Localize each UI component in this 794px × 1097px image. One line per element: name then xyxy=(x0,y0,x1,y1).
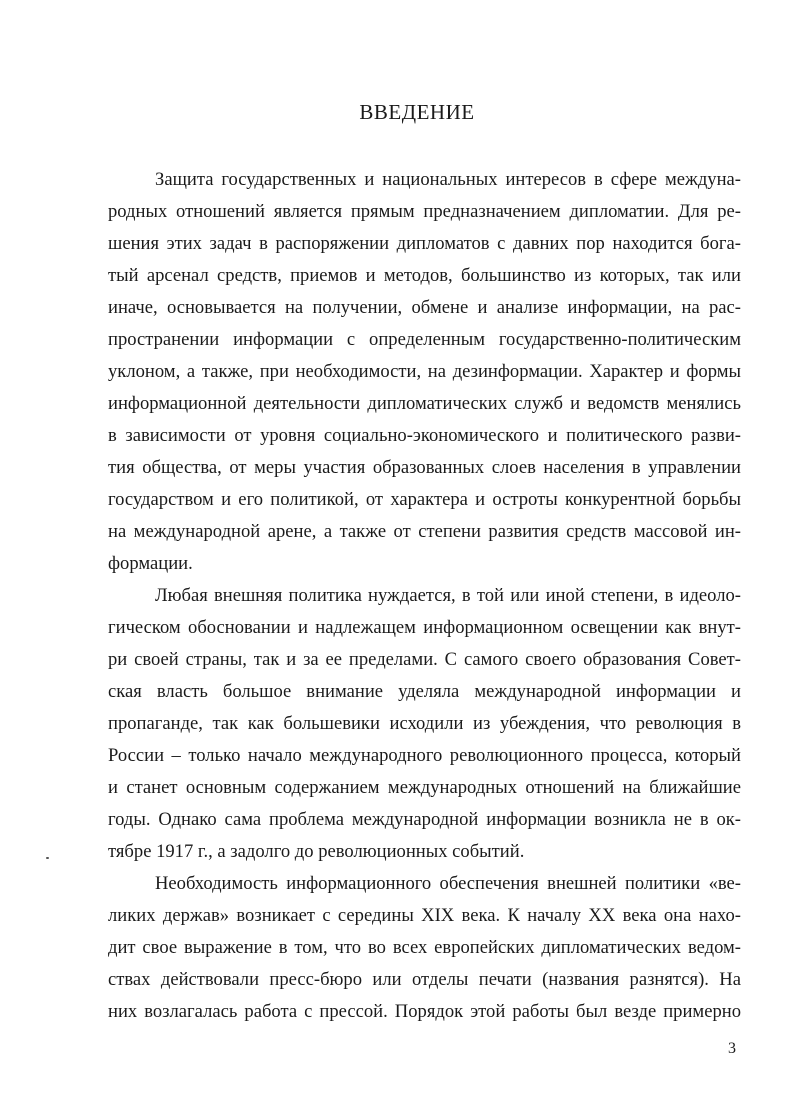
text-line: пространении информации с определенным государственно-политическим xyxy=(108,329,741,350)
text-line: ликих держав» возникает с середины XIX века. К началу XX века она нахо- xyxy=(108,905,741,926)
text-line: ская власть большое внимание уделяла международной информации и xyxy=(108,681,741,702)
text-line: дит свое выражение в том, что во всех европейских дипломатических ведом- xyxy=(108,937,741,958)
text-line: тия общества, от меры участия образованных слоев населения в управлении xyxy=(108,457,741,478)
text-line: информационной деятельности дипломатических служб и ведомств менялись xyxy=(108,393,741,414)
text-line: России – только начало международного революционного процесса, который xyxy=(108,745,741,766)
text-line: Любая внешняя политика нуждается, в той или иной степени, в идеоло- xyxy=(155,585,741,606)
text-line: тый арсенал средств, приемов и методов, большинство из которых, так или xyxy=(108,265,741,286)
text-line: Необходимость информационного обеспечения внешней политики «ве- xyxy=(155,873,741,894)
text-line: на международной арене, а также от степени развития средств массовой ин- xyxy=(108,521,741,542)
text-line: родных отношений является прямым предназначением дипломатии. Для ре- xyxy=(108,201,741,222)
text-line: и станет основным содержанием международных отношений на ближайшие xyxy=(108,777,741,798)
scan-speck xyxy=(46,857,49,859)
text-line: них возлагалась работа с прессой. Порядок этой работы был везде примерно xyxy=(108,1001,741,1022)
text-line: государством и его политикой, от характера и остроты конкурентной борьбы xyxy=(108,489,741,510)
text-line: гическом обосновании и надлежащем информационном освещении как внут- xyxy=(108,617,741,638)
text-line: Защита государственных и национальных интересов в сфере междуна- xyxy=(155,169,741,190)
text-line: в зависимости от уровня социально-экономического и политического разви- xyxy=(108,425,741,446)
text-line: тябре 1917 г., а задолго до революционных событий. xyxy=(108,841,525,862)
text-line: пропаганде, так как большевики исходили из убеждения, что революция в xyxy=(108,713,741,734)
text-line: годы. Однако сама проблема международной информации возникла не в ок- xyxy=(108,809,741,830)
page-number: 3 xyxy=(728,1040,736,1057)
text-line: ствах действовали пресс-бюро или отделы печати (названия разнятся). На xyxy=(108,969,741,990)
text-line: ри своей страны, так и за ее пределами. С самого своего образования Совет- xyxy=(108,649,741,670)
text-line: формации. xyxy=(108,553,193,574)
text-line: шения этих задач в распоряжении дипломатов с давних пор находится бога- xyxy=(108,233,741,254)
text-line: иначе, основывается на получении, обмене и анализе информации, на рас- xyxy=(108,297,741,318)
text-line: уклоном, а также, при необходимости, на дезинформации. Характер и формы xyxy=(108,361,741,382)
page-title: ВВЕДЕНИЕ xyxy=(359,100,475,124)
